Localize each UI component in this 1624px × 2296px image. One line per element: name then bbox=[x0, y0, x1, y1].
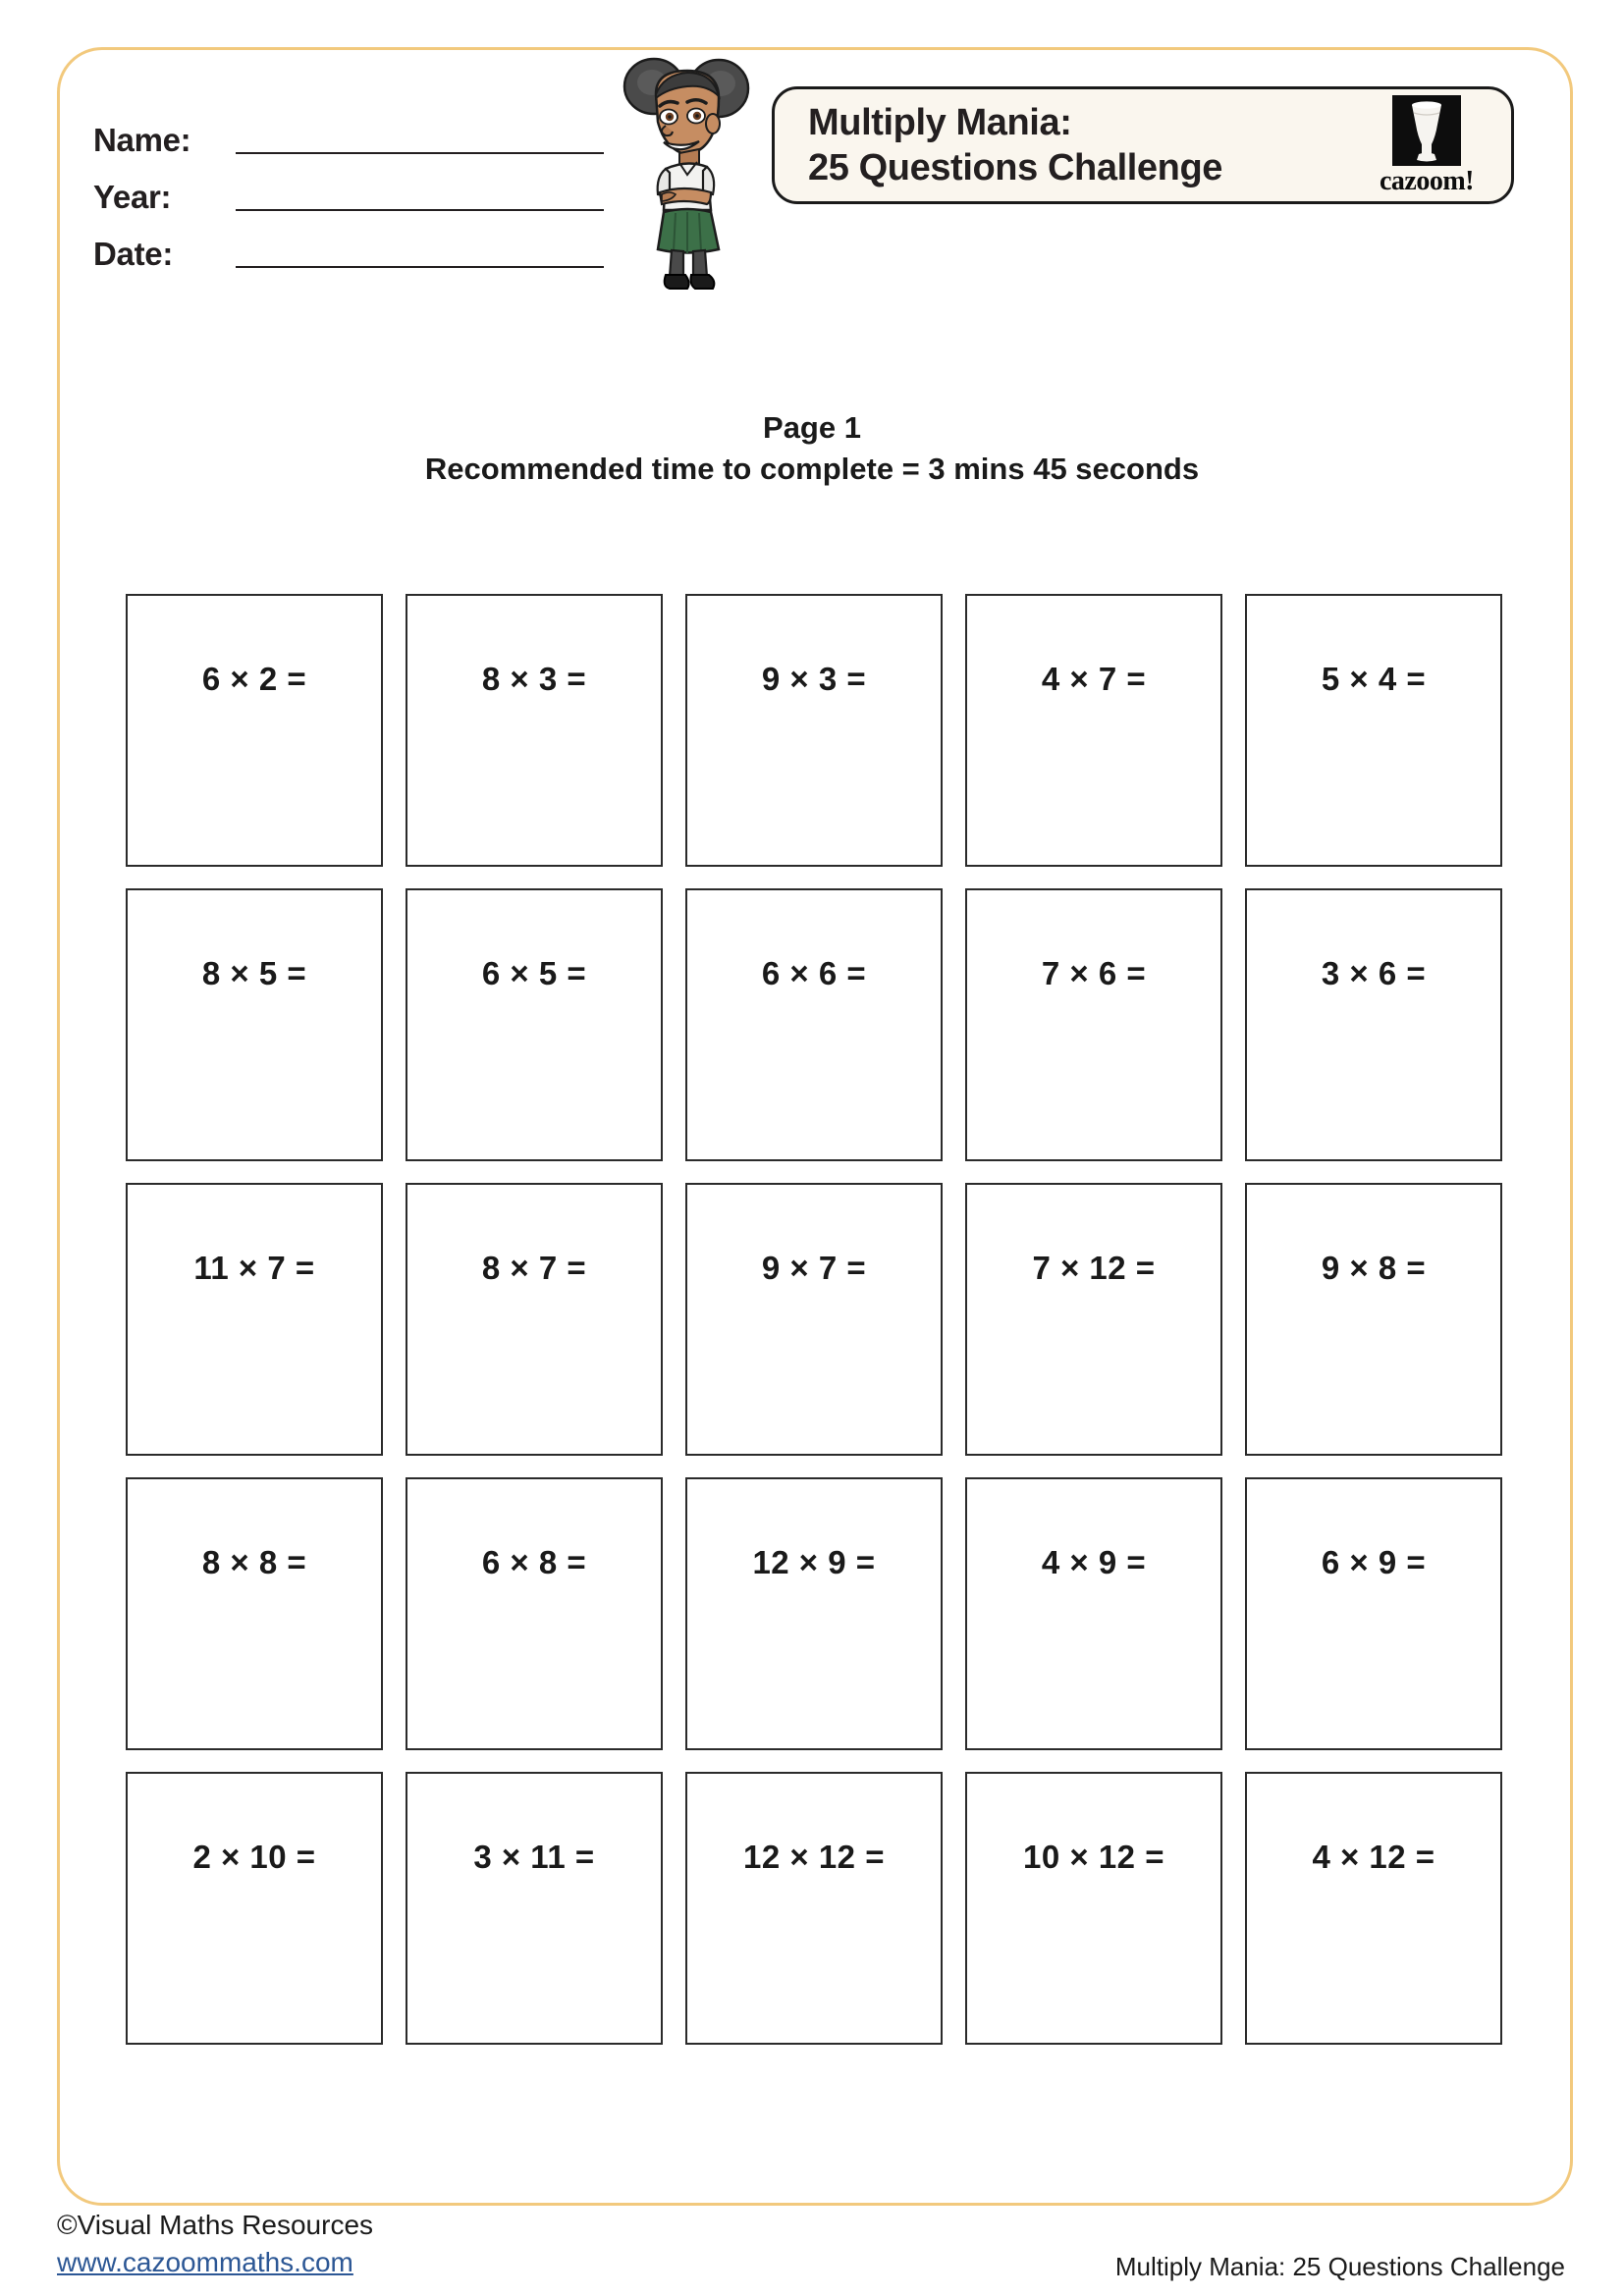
question-box[interactable] bbox=[1245, 888, 1502, 1161]
footer-left-block bbox=[57, 2207, 373, 2281]
question-box[interactable] bbox=[685, 1477, 943, 1750]
date-input-line[interactable] bbox=[236, 265, 604, 268]
year-input-line[interactable] bbox=[236, 208, 604, 211]
year-field-row bbox=[93, 160, 604, 217]
worksheet-title-line1: Multiply Mania: bbox=[808, 101, 1072, 143]
question-box[interactable] bbox=[965, 1183, 1222, 1456]
question-text: 10 × 12 = bbox=[1023, 1839, 1164, 1875]
date-field-row bbox=[93, 217, 604, 274]
question-text: 9 × 8 = bbox=[1321, 1250, 1427, 1286]
name-input-line[interactable] bbox=[236, 151, 604, 154]
schoolgirl-character-icon bbox=[609, 47, 766, 293]
question-text: 7 × 6 = bbox=[1041, 955, 1147, 991]
question-box[interactable] bbox=[126, 1477, 383, 1750]
website-link[interactable]: www.cazoommaths.com bbox=[57, 2246, 353, 2277]
question-text: 4 × 7 = bbox=[1041, 661, 1147, 697]
question-box[interactable] bbox=[965, 888, 1222, 1161]
question-text: 8 × 7 = bbox=[481, 1250, 587, 1286]
question-box[interactable] bbox=[126, 1183, 383, 1456]
question-box[interactable] bbox=[685, 1772, 943, 2045]
question-box[interactable] bbox=[965, 1477, 1222, 1750]
question-box[interactable] bbox=[406, 888, 663, 1161]
copyright-text: ©Visual Maths Resources bbox=[57, 2210, 374, 2240]
student-details-block bbox=[93, 103, 604, 274]
question-text: 6 × 5 = bbox=[481, 955, 587, 991]
worksheet-title bbox=[808, 100, 1222, 191]
worksheet-title-box bbox=[772, 86, 1514, 204]
question-box[interactable] bbox=[685, 1183, 943, 1456]
question-text: 6 × 6 = bbox=[761, 955, 867, 991]
cazoom-wordmark: cazoom! bbox=[1379, 166, 1474, 196]
question-box[interactable] bbox=[126, 594, 383, 867]
question-text: 8 × 5 = bbox=[201, 955, 307, 991]
question-text: 12 × 9 = bbox=[752, 1544, 876, 1580]
page-number-label: Page 1 bbox=[763, 410, 861, 445]
question-text: 9 × 7 = bbox=[761, 1250, 867, 1286]
question-text: 8 × 8 = bbox=[201, 1544, 307, 1580]
question-box[interactable] bbox=[406, 594, 663, 867]
question-box[interactable] bbox=[965, 594, 1222, 867]
question-box[interactable] bbox=[406, 1772, 663, 2045]
question-text: 6 × 2 = bbox=[201, 661, 307, 697]
question-text: 4 × 9 = bbox=[1041, 1544, 1147, 1580]
question-box[interactable] bbox=[1245, 1477, 1502, 1750]
question-box[interactable] bbox=[406, 1183, 663, 1456]
djembe-drum-icon bbox=[1392, 95, 1461, 166]
question-text: 5 × 4 = bbox=[1321, 661, 1427, 697]
question-text: 2 × 10 = bbox=[192, 1839, 316, 1875]
question-box[interactable] bbox=[126, 888, 383, 1161]
question-box[interactable] bbox=[965, 1772, 1222, 2045]
footer-worksheet-name: Multiply Mania: 25 Questions Challenge bbox=[1114, 2252, 1565, 2281]
name-field-row bbox=[93, 103, 604, 160]
question-text: 11 × 7 = bbox=[193, 1250, 315, 1286]
question-text: 4 × 12 = bbox=[1312, 1839, 1435, 1875]
year-label: Year: bbox=[93, 179, 172, 215]
question-box[interactable] bbox=[1245, 594, 1502, 867]
worksheet-footer bbox=[0, 2207, 1624, 2296]
question-text: 6 × 8 = bbox=[481, 1544, 587, 1580]
question-text: 9 × 3 = bbox=[761, 661, 867, 697]
name-label: Name: bbox=[93, 122, 191, 158]
question-text: 7 × 12 = bbox=[1032, 1250, 1156, 1286]
question-box[interactable] bbox=[126, 1772, 383, 2045]
date-label: Date: bbox=[93, 236, 174, 272]
worksheet-header bbox=[0, 0, 1624, 304]
question-box[interactable] bbox=[406, 1477, 663, 1750]
question-text: 3 × 6 = bbox=[1321, 955, 1427, 991]
worksheet-title-line2: 25 Questions Challenge bbox=[808, 147, 1222, 188]
question-box[interactable] bbox=[685, 594, 943, 867]
question-text: 12 × 12 = bbox=[743, 1839, 885, 1875]
question-box[interactable] bbox=[1245, 1183, 1502, 1456]
page-info-block bbox=[0, 407, 1624, 490]
question-text: 8 × 3 = bbox=[481, 661, 587, 697]
question-text: 6 × 9 = bbox=[1321, 1544, 1427, 1580]
question-box[interactable] bbox=[1245, 1772, 1502, 2045]
recommended-time-label: Recommended time to complete = 3 mins 45 seconds bbox=[424, 451, 1200, 486]
question-box[interactable] bbox=[685, 888, 943, 1161]
question-text: 3 × 11 = bbox=[473, 1839, 595, 1875]
question-grid bbox=[126, 594, 1500, 2045]
cazoom-logo bbox=[1370, 95, 1484, 195]
